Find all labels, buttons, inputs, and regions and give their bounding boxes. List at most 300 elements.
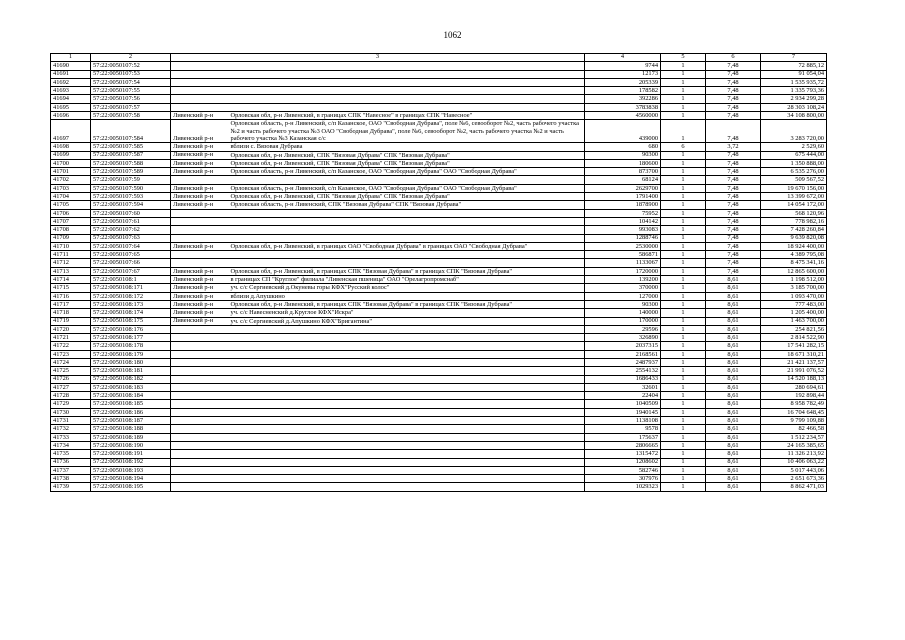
area-cell: 2037315 xyxy=(585,342,661,350)
cadastral-number: 57:22:0050108:192 xyxy=(91,458,171,466)
table-row xyxy=(51,259,827,267)
cadastral-number: 57:22:0050108:183 xyxy=(91,383,171,391)
cadastral-value: 2 651 673,36 xyxy=(761,475,827,483)
table-row xyxy=(51,217,827,225)
location-description xyxy=(229,151,585,159)
row-number: 41701 xyxy=(51,168,91,176)
table-row xyxy=(51,350,827,358)
table-row xyxy=(51,62,827,70)
location-description-text: Орловская обл, р-н Ливенский, СПК "Вязовая Дубрава" СПК "Вязовая Дубрава" xyxy=(230,151,450,159)
cadastral-value: 2 934 299,28 xyxy=(761,95,827,103)
district-cell xyxy=(171,78,229,86)
cadastral-value: 777 483,00 xyxy=(761,300,827,308)
cadastral-value: 19 670 156,00 xyxy=(761,184,827,192)
row-number: 41732 xyxy=(51,425,91,433)
district-cell xyxy=(171,425,229,433)
rate-cell: 8,61 xyxy=(706,466,761,474)
column-header: 7 xyxy=(761,54,827,62)
row-number: 41725 xyxy=(51,367,91,375)
area-cell: 180600 xyxy=(585,159,661,167)
area-cell: 104142 xyxy=(585,217,661,225)
count-cell: 1 xyxy=(661,417,706,425)
row-number: 41739 xyxy=(51,483,91,491)
area-cell: 12173 xyxy=(585,70,661,78)
location-description xyxy=(229,417,585,425)
row-number: 41702 xyxy=(51,176,91,184)
count-cell: 1 xyxy=(661,259,706,267)
area-cell: 175637 xyxy=(585,433,661,441)
table-row xyxy=(51,425,827,433)
table-row xyxy=(51,300,827,308)
cadastral-value: 8 958 782,49 xyxy=(761,400,827,408)
count-cell: 1 xyxy=(661,226,706,234)
area-cell: 139200 xyxy=(585,276,661,284)
district-cell xyxy=(171,176,229,184)
location-description xyxy=(229,201,585,209)
area-cell: 1315472 xyxy=(585,450,661,458)
cadastral-number: 57:22:0050107:594 xyxy=(91,201,171,209)
district-cell xyxy=(171,334,229,342)
table-row xyxy=(51,70,827,78)
rate-cell: 8,61 xyxy=(706,375,761,383)
table-row xyxy=(51,475,827,483)
cadastral-value: 1 335 793,36 xyxy=(761,87,827,95)
cadastral-value: 34 108 800,00 xyxy=(761,112,827,120)
district-cell: Ливенский р-н xyxy=(171,292,229,300)
cadastral-number: 57:22:0050107:54 xyxy=(91,78,171,86)
registry-table xyxy=(50,53,827,492)
table-row xyxy=(51,201,827,209)
cadastral-value: 9 799 109,88 xyxy=(761,417,827,425)
cadastral-number: 57:22:0050107:585 xyxy=(91,143,171,151)
cadastral-number: 57:22:0050107:57 xyxy=(91,103,171,111)
rate-cell: 8,61 xyxy=(706,400,761,408)
location-description xyxy=(229,226,585,234)
row-number: 41731 xyxy=(51,417,91,425)
cadastral-value: 16 704 648,45 xyxy=(761,408,827,416)
count-cell: 1 xyxy=(661,234,706,242)
location-description xyxy=(229,375,585,383)
location-description xyxy=(229,159,585,167)
cadastral-number: 57:22:0050107:56 xyxy=(91,95,171,103)
district-cell: Ливенский р-н xyxy=(171,151,229,159)
rate-cell: 8,61 xyxy=(706,358,761,366)
rate-cell: 8,61 xyxy=(706,383,761,391)
table-row xyxy=(51,276,827,284)
table-row xyxy=(51,95,827,103)
table-row xyxy=(51,358,827,366)
cadastral-number: 57:22:0050107:66 xyxy=(91,259,171,267)
area-cell: 75952 xyxy=(585,209,661,217)
district-cell: Ливенский р-н xyxy=(171,300,229,308)
district-cell xyxy=(171,62,229,70)
cadastral-value: 6 535 276,00 xyxy=(761,168,827,176)
count-cell: 1 xyxy=(661,425,706,433)
location-description xyxy=(229,292,585,300)
row-number: 41724 xyxy=(51,358,91,366)
district-cell xyxy=(171,441,229,449)
count-cell: 1 xyxy=(661,276,706,284)
row-number: 41713 xyxy=(51,267,91,275)
table-row xyxy=(51,450,827,458)
district-cell xyxy=(171,450,229,458)
row-number: 41695 xyxy=(51,103,91,111)
cadastral-value: 18 924 400,00 xyxy=(761,242,827,250)
cadastral-value: 1 093 470,00 xyxy=(761,292,827,300)
rate-cell: 7,48 xyxy=(706,95,761,103)
location-description-text: вблизи с. Вязовая Дубрава xyxy=(230,143,303,151)
area-cell: 2487937 xyxy=(585,358,661,366)
location-description-text: в границах СП "Круглое" филиала "Ливенская пшеница" ОАО "Орелагропромснаб" xyxy=(230,276,459,284)
column-header: 3 xyxy=(171,54,585,62)
location-description xyxy=(229,120,585,143)
area-cell: 873700 xyxy=(585,168,661,176)
cadastral-number: 57:22:0050107:587 xyxy=(91,151,171,159)
table-row xyxy=(51,78,827,86)
rate-cell: 7,48 xyxy=(706,251,761,259)
row-number: 41706 xyxy=(51,209,91,217)
cadastral-value: 254 821,56 xyxy=(761,325,827,333)
rate-cell: 7,48 xyxy=(706,120,761,143)
area-cell: 586871 xyxy=(585,251,661,259)
row-number: 41712 xyxy=(51,259,91,267)
district-cell: Ливенский р-н xyxy=(171,201,229,209)
area-cell: 68124 xyxy=(585,176,661,184)
area-cell: 9744 xyxy=(585,62,661,70)
cadastral-value: 2 529,60 xyxy=(761,143,827,151)
location-description-text: Орловская обл, р-н Ливенский, в границах ОАО "Свободная Дубрава" в границах ОАО "Свободная Дубрава" xyxy=(230,242,528,250)
area-cell: 680 xyxy=(585,143,661,151)
cadastral-number: 57:22:0050107:593 xyxy=(91,193,171,201)
cadastral-number: 57:22:0050107:588 xyxy=(91,159,171,167)
count-cell: 6 xyxy=(661,143,706,151)
location-description xyxy=(229,176,585,184)
count-cell: 1 xyxy=(661,408,706,416)
count-cell: 1 xyxy=(661,168,706,176)
rate-cell: 8,61 xyxy=(706,292,761,300)
location-description-text: Орловская обл, р-н Ливенский, в границах СПК "Вязовая Дубрава" в границах СПК "Вязовая Дубрава" xyxy=(230,300,513,308)
cadastral-value: 1 463 700,00 xyxy=(761,317,827,325)
cadastral-number: 57:22:0050108:184 xyxy=(91,392,171,400)
area-cell: 9578 xyxy=(585,425,661,433)
location-description xyxy=(229,242,585,250)
cadastral-value: 72 885,12 xyxy=(761,62,827,70)
district-cell xyxy=(171,226,229,234)
rate-cell: 7,48 xyxy=(706,168,761,176)
location-description xyxy=(229,209,585,217)
count-cell: 1 xyxy=(661,350,706,358)
district-cell xyxy=(171,259,229,267)
rate-cell: 8,61 xyxy=(706,300,761,308)
district-cell xyxy=(171,251,229,259)
count-cell: 1 xyxy=(661,217,706,225)
cadastral-value: 21 421 137,57 xyxy=(761,358,827,366)
cadastral-value: 1 198 512,00 xyxy=(761,276,827,284)
column-header: 5 xyxy=(661,54,706,62)
table-row xyxy=(51,375,827,383)
district-cell xyxy=(171,400,229,408)
location-description xyxy=(229,112,585,120)
row-number: 41720 xyxy=(51,325,91,333)
cadastral-number: 57:22:0050108:185 xyxy=(91,400,171,408)
table-row xyxy=(51,342,827,350)
table-row xyxy=(51,466,827,474)
rate-cell: 7,48 xyxy=(706,209,761,217)
location-description xyxy=(229,234,585,242)
cadastral-number: 57:22:0050108:176 xyxy=(91,325,171,333)
district-cell xyxy=(171,375,229,383)
district-cell: Ливенский р-н xyxy=(171,159,229,167)
row-number: 41714 xyxy=(51,276,91,284)
cadastral-value: 91 054,04 xyxy=(761,70,827,78)
cadastral-number: 57:22:0050107:55 xyxy=(91,87,171,95)
area-cell: 993083 xyxy=(585,226,661,234)
table-row xyxy=(51,159,827,167)
location-description xyxy=(229,103,585,111)
count-cell: 1 xyxy=(661,176,706,184)
district-cell xyxy=(171,217,229,225)
count-cell: 1 xyxy=(661,95,706,103)
cadastral-number: 57:22:0050107:589 xyxy=(91,168,171,176)
location-description-text: Орловская область, р-н Ливенский, с/п Казанское, ОАО "Свободная Дубрава" ОАО "Свободная Дубрава" xyxy=(230,184,517,192)
cadastral-value: 14 520 188,13 xyxy=(761,375,827,383)
rate-cell: 7,48 xyxy=(706,87,761,95)
row-number: 41735 xyxy=(51,450,91,458)
count-cell: 1 xyxy=(661,300,706,308)
column-header: 1 xyxy=(51,54,91,62)
district-cell xyxy=(171,383,229,391)
count-cell: 1 xyxy=(661,342,706,350)
location-description xyxy=(229,350,585,358)
rate-cell: 8,61 xyxy=(706,367,761,375)
table-row xyxy=(51,267,827,275)
cadastral-value: 1 535 935,72 xyxy=(761,78,827,86)
district-cell xyxy=(171,342,229,350)
cadastral-number: 57:22:0050107:53 xyxy=(91,70,171,78)
district-cell xyxy=(171,392,229,400)
rate-cell: 8,61 xyxy=(706,450,761,458)
district-cell: Ливенский р-н xyxy=(171,309,229,317)
area-cell: 370000 xyxy=(585,284,661,292)
cadastral-number: 57:22:0050108:194 xyxy=(91,475,171,483)
count-cell: 1 xyxy=(661,483,706,491)
location-description xyxy=(229,95,585,103)
location-description-text: уч. с/с Сергиевский д.Апушкино КФХ"Бригантина" xyxy=(230,317,372,325)
cadastral-value: 21 991 076,52 xyxy=(761,367,827,375)
table-row xyxy=(51,120,827,143)
page-number: 1062 xyxy=(443,30,462,40)
district-cell xyxy=(171,433,229,441)
cadastral-value: 2 814 522,90 xyxy=(761,334,827,342)
area-cell: 1686433 xyxy=(585,375,661,383)
area-cell: 1138108 xyxy=(585,417,661,425)
row-number: 41698 xyxy=(51,143,91,151)
area-cell: 29596 xyxy=(585,325,661,333)
cadastral-number: 57:22:0050108:1 xyxy=(91,276,171,284)
rate-cell: 7,48 xyxy=(706,151,761,159)
count-cell: 1 xyxy=(661,441,706,449)
row-number: 41716 xyxy=(51,292,91,300)
rate-cell: 8,61 xyxy=(706,325,761,333)
rate-cell: 7,48 xyxy=(706,234,761,242)
row-number: 41736 xyxy=(51,458,91,466)
rate-cell: 8,61 xyxy=(706,475,761,483)
cadastral-value: 778 982,16 xyxy=(761,217,827,225)
location-description xyxy=(229,342,585,350)
area-cell: 392286 xyxy=(585,95,661,103)
rate-cell: 7,48 xyxy=(706,159,761,167)
location-description xyxy=(229,184,585,192)
location-description-text: Орловская область, р-н Ливенский, СПК "Вязовая Дубрава" СПК "Вязовая Дубрава" xyxy=(230,201,462,209)
count-cell: 1 xyxy=(661,112,706,120)
cadastral-number: 57:22:0050107:64 xyxy=(91,242,171,250)
table-row xyxy=(51,87,827,95)
row-number: 41704 xyxy=(51,193,91,201)
count-cell: 1 xyxy=(661,209,706,217)
table-row xyxy=(51,309,827,317)
location-description xyxy=(229,367,585,375)
rate-cell: 8,61 xyxy=(706,458,761,466)
cadastral-number: 57:22:0050107:62 xyxy=(91,226,171,234)
cadastral-number: 57:22:0050107:67 xyxy=(91,267,171,275)
cadastral-value: 3 283 720,00 xyxy=(761,120,827,143)
rate-cell: 7,48 xyxy=(706,176,761,184)
count-cell: 1 xyxy=(661,367,706,375)
location-description xyxy=(229,259,585,267)
row-number: 41730 xyxy=(51,408,91,416)
location-description xyxy=(229,62,585,70)
count-cell: 1 xyxy=(661,120,706,143)
row-number: 41727 xyxy=(51,383,91,391)
count-cell: 1 xyxy=(661,375,706,383)
rate-cell: 8,61 xyxy=(706,342,761,350)
district-cell xyxy=(171,87,229,95)
table-row xyxy=(51,392,827,400)
row-number: 41711 xyxy=(51,251,91,259)
row-number: 41722 xyxy=(51,342,91,350)
rate-cell: 7,48 xyxy=(706,242,761,250)
location-description xyxy=(229,425,585,433)
count-cell: 1 xyxy=(661,358,706,366)
location-description xyxy=(229,400,585,408)
rate-cell: 7,48 xyxy=(706,184,761,192)
row-number: 41699 xyxy=(51,151,91,159)
table-row xyxy=(51,226,827,234)
district-cell: Ливенский р-н xyxy=(171,120,229,143)
cadastral-number: 57:22:0050108:193 xyxy=(91,466,171,474)
row-number: 41729 xyxy=(51,400,91,408)
rate-cell: 8,61 xyxy=(706,433,761,441)
location-description-text: Орловская обл, р-н Ливенский, СПК "Вязовая Дубрава" СПК "Вязовая Дубрава" xyxy=(230,159,450,167)
row-number: 41728 xyxy=(51,392,91,400)
district-cell xyxy=(171,350,229,358)
table-row xyxy=(51,209,827,217)
count-cell: 1 xyxy=(661,458,706,466)
area-cell: 1288746 xyxy=(585,234,661,242)
cadastral-number: 57:22:0050108:186 xyxy=(91,408,171,416)
area-cell: 2629700 xyxy=(585,184,661,192)
table-row xyxy=(51,193,827,201)
location-description-text: Орловская обл, р-н Ливенский, СПК "Вязовая Дубрава" СПК "Вязовая Дубрава" xyxy=(230,193,450,201)
row-number: 41693 xyxy=(51,87,91,95)
table-row xyxy=(51,383,827,391)
row-number: 41719 xyxy=(51,317,91,325)
district-cell xyxy=(171,458,229,466)
rate-cell: 7,48 xyxy=(706,226,761,234)
count-cell: 1 xyxy=(661,284,706,292)
row-number: 41696 xyxy=(51,112,91,120)
rate-cell: 7,48 xyxy=(706,193,761,201)
count-cell: 1 xyxy=(661,309,706,317)
cadastral-number: 57:22:0050107:65 xyxy=(91,251,171,259)
count-cell: 1 xyxy=(661,383,706,391)
row-number: 41715 xyxy=(51,284,91,292)
cadastral-number: 57:22:0050108:180 xyxy=(91,358,171,366)
row-number: 41718 xyxy=(51,309,91,317)
district-cell xyxy=(171,209,229,217)
row-number: 41709 xyxy=(51,234,91,242)
row-number: 41703 xyxy=(51,184,91,192)
rate-cell: 8,61 xyxy=(706,334,761,342)
rate-cell: 7,48 xyxy=(706,112,761,120)
cadastral-value: 3 185 700,00 xyxy=(761,284,827,292)
location-description xyxy=(229,276,585,284)
location-description xyxy=(229,433,585,441)
location-description xyxy=(229,143,585,151)
cadastral-value: 1 205 400,00 xyxy=(761,309,827,317)
table-row xyxy=(51,483,827,491)
table-row xyxy=(51,325,827,333)
count-cell: 1 xyxy=(661,151,706,159)
cadastral-number: 57:22:0050108:175 xyxy=(91,317,171,325)
count-cell: 1 xyxy=(661,392,706,400)
table-row xyxy=(51,112,827,120)
count-cell: 1 xyxy=(661,184,706,192)
table-row xyxy=(51,408,827,416)
count-cell: 1 xyxy=(661,475,706,483)
rate-cell: 7,48 xyxy=(706,201,761,209)
location-description xyxy=(229,483,585,491)
cadastral-value: 4 389 795,08 xyxy=(761,251,827,259)
district-cell xyxy=(171,408,229,416)
row-number: 41692 xyxy=(51,78,91,86)
rate-cell: 8,61 xyxy=(706,309,761,317)
district-cell: Ливенский р-н xyxy=(171,284,229,292)
cadastral-number: 57:22:0050107:52 xyxy=(91,62,171,70)
count-cell: 1 xyxy=(661,193,706,201)
count-cell: 1 xyxy=(661,400,706,408)
cadastral-number: 57:22:0050108:174 xyxy=(91,309,171,317)
table-row xyxy=(51,317,827,325)
cadastral-value: 675 444,00 xyxy=(761,151,827,159)
cadastral-number: 57:22:0050108:189 xyxy=(91,433,171,441)
row-number: 41700 xyxy=(51,159,91,167)
count-cell: 1 xyxy=(661,103,706,111)
cadastral-number: 57:22:0050108:178 xyxy=(91,342,171,350)
location-description-text: Орловская область, р-н Ливенский, с/п Казанское, ОАО "Свободная Дубрава", поле №6, севооборот №2, часть рабочего участка №2 и часть рабочего участка №3 ОАО "Свободная Дубрава", поле №6, севооборот №2, часть рабочего участка №2 и часть рабочего участка №3 Казанская с/с xyxy=(230,120,579,142)
row-number: 41738 xyxy=(51,475,91,483)
column-header: 4 xyxy=(585,54,661,62)
location-description xyxy=(229,392,585,400)
location-description xyxy=(229,87,585,95)
row-number: 41737 xyxy=(51,466,91,474)
location-description-text: уч. с/с Навесненский д.Круглое КФХ"Искра" xyxy=(230,309,354,317)
cadastral-number: 57:22:0050108:195 xyxy=(91,483,171,491)
column-header: 6 xyxy=(706,54,761,62)
area-cell: 326890 xyxy=(585,334,661,342)
area-cell: 2530000 xyxy=(585,242,661,250)
cadastral-number: 57:22:0050108:179 xyxy=(91,350,171,358)
